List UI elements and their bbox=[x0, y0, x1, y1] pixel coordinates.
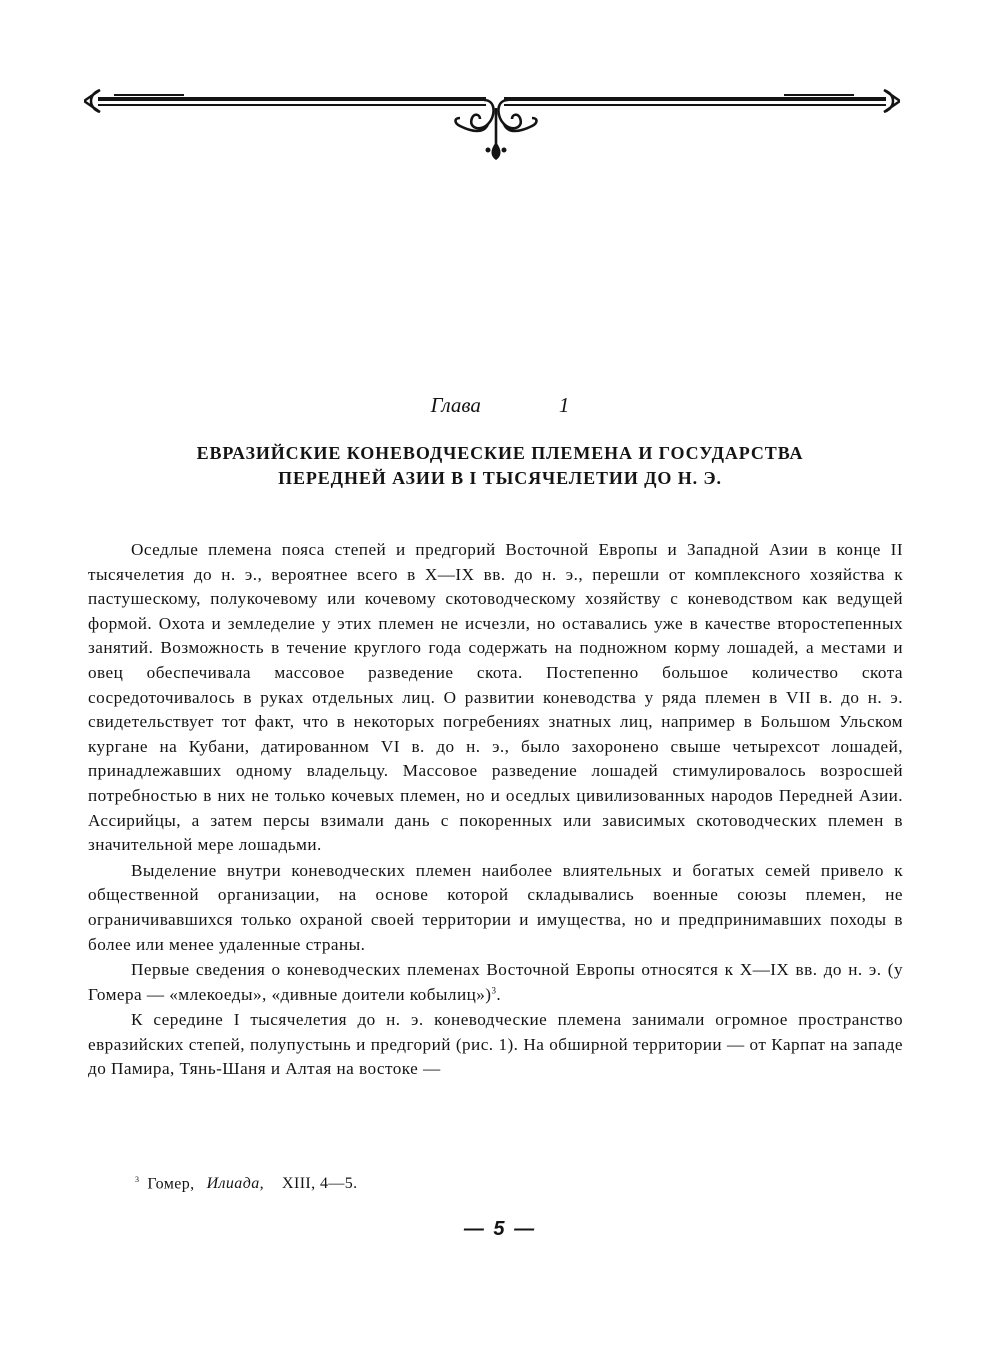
chapter-word: Глава bbox=[430, 393, 481, 417]
ornament-rule-right bbox=[504, 94, 886, 106]
chapter-number: 1 bbox=[558, 393, 570, 417]
body-text bbox=[88, 538, 903, 1082]
paragraph-3-end: . bbox=[496, 984, 502, 1004]
ornament-center-drop bbox=[486, 142, 507, 160]
ornament-end-right bbox=[884, 90, 900, 112]
ornament-center-scroll bbox=[456, 100, 537, 144]
chapter-label bbox=[0, 393, 1000, 418]
chapter-title-line-1: ЕВРАЗИЙСКИЕ КОНЕВОДЧЕСКИЕ ПЛЕМЕНА И ГОСУДАРСТВА bbox=[196, 443, 804, 463]
ornament-end-left bbox=[84, 90, 100, 112]
ornament-rule-left bbox=[98, 94, 486, 106]
paragraph-1: Оседлые племена пояса степей и предгорий Восточной Европы и Западной Азии в конце II тысячелетия до н. э., вероятнее всего в X—IX вв. до н. э., перешли от комплексного хозяйства к пастушескому, полукочевому или кочевому скотоводческому хозяйству с коневодством как ведущей формой. Охота и земледелие у этих племен не исчезли, но оставались уже в качестве второстепенных занятий. Возможность в течение круглого года содержать на подножном корму лошадей, а местами и овец обеспечивала массовое разведение скота. Постепенно большое количество скота сосредоточивалось в руках отдельных лиц. О развитии коневодства у ряда племен в VII в. до н. э. свидетельствует тот факт, что в некоторых погребениях знатных лиц, например в Большом Ульском кургане на Кубани, датированном VI в. до н. э., было захоронено свыше четырехсот лошадей, принадлежавших одному владельцу. Массовое разведение лошадей стимулировалось возросшей потребностью в них не только кочевых племен, но и оседлых цивилизованных народов Передней Азии. Ассирийцы, а затем персы взимали дань с покоренных или зависимых скотоводческих племен в значительной мере лошадьми. bbox=[88, 540, 903, 855]
footnote-author: Гомер, bbox=[147, 1175, 195, 1193]
header-ornament bbox=[84, 80, 900, 166]
footnote bbox=[135, 1175, 835, 1193]
footnote-ref: XIII, 4—5. bbox=[282, 1175, 358, 1193]
footnote-mark: 3 bbox=[135, 1175, 140, 1184]
paragraph-3-text: Первые сведения о коневодческих племенах Восточной Европы относятся к X—IX вв. до н. э. (у Гомера — «млекоеды», «дивные доители кобылиц») bbox=[88, 960, 903, 1004]
footnote-title: Илиада, bbox=[206, 1175, 265, 1193]
footnote-reference[interactable]: 3 bbox=[491, 984, 497, 995]
paragraph-3 bbox=[88, 958, 903, 1007]
paragraph-4: К середине I тысячелетия до н. э. коневодческие племена занимали огромное пространство евразийских степей, полупустынь и предгорий (рис. 1). На обширной территории — от Карпат на западе до Памира, Тянь-Шаня и Алтая на востоке — bbox=[88, 1010, 903, 1079]
page-number: — 5 — bbox=[463, 1218, 537, 1240]
chapter-title bbox=[130, 441, 870, 491]
paragraph-2: Выделение внутри коневодческих племен наиболее влиятельных и богатых семей привело к общественной организации, на основе которой складывались военные союзы племен, не ограничивавшихся только охраной своей территории и имущества, но и предпринимавших походы в более или менее удаленные страны. bbox=[88, 860, 903, 954]
chapter-title-line-2: ПЕРЕДНЕЙ АЗИИ В I ТЫСЯЧЕЛЕТИИ ДО Н. Э. bbox=[278, 468, 722, 488]
